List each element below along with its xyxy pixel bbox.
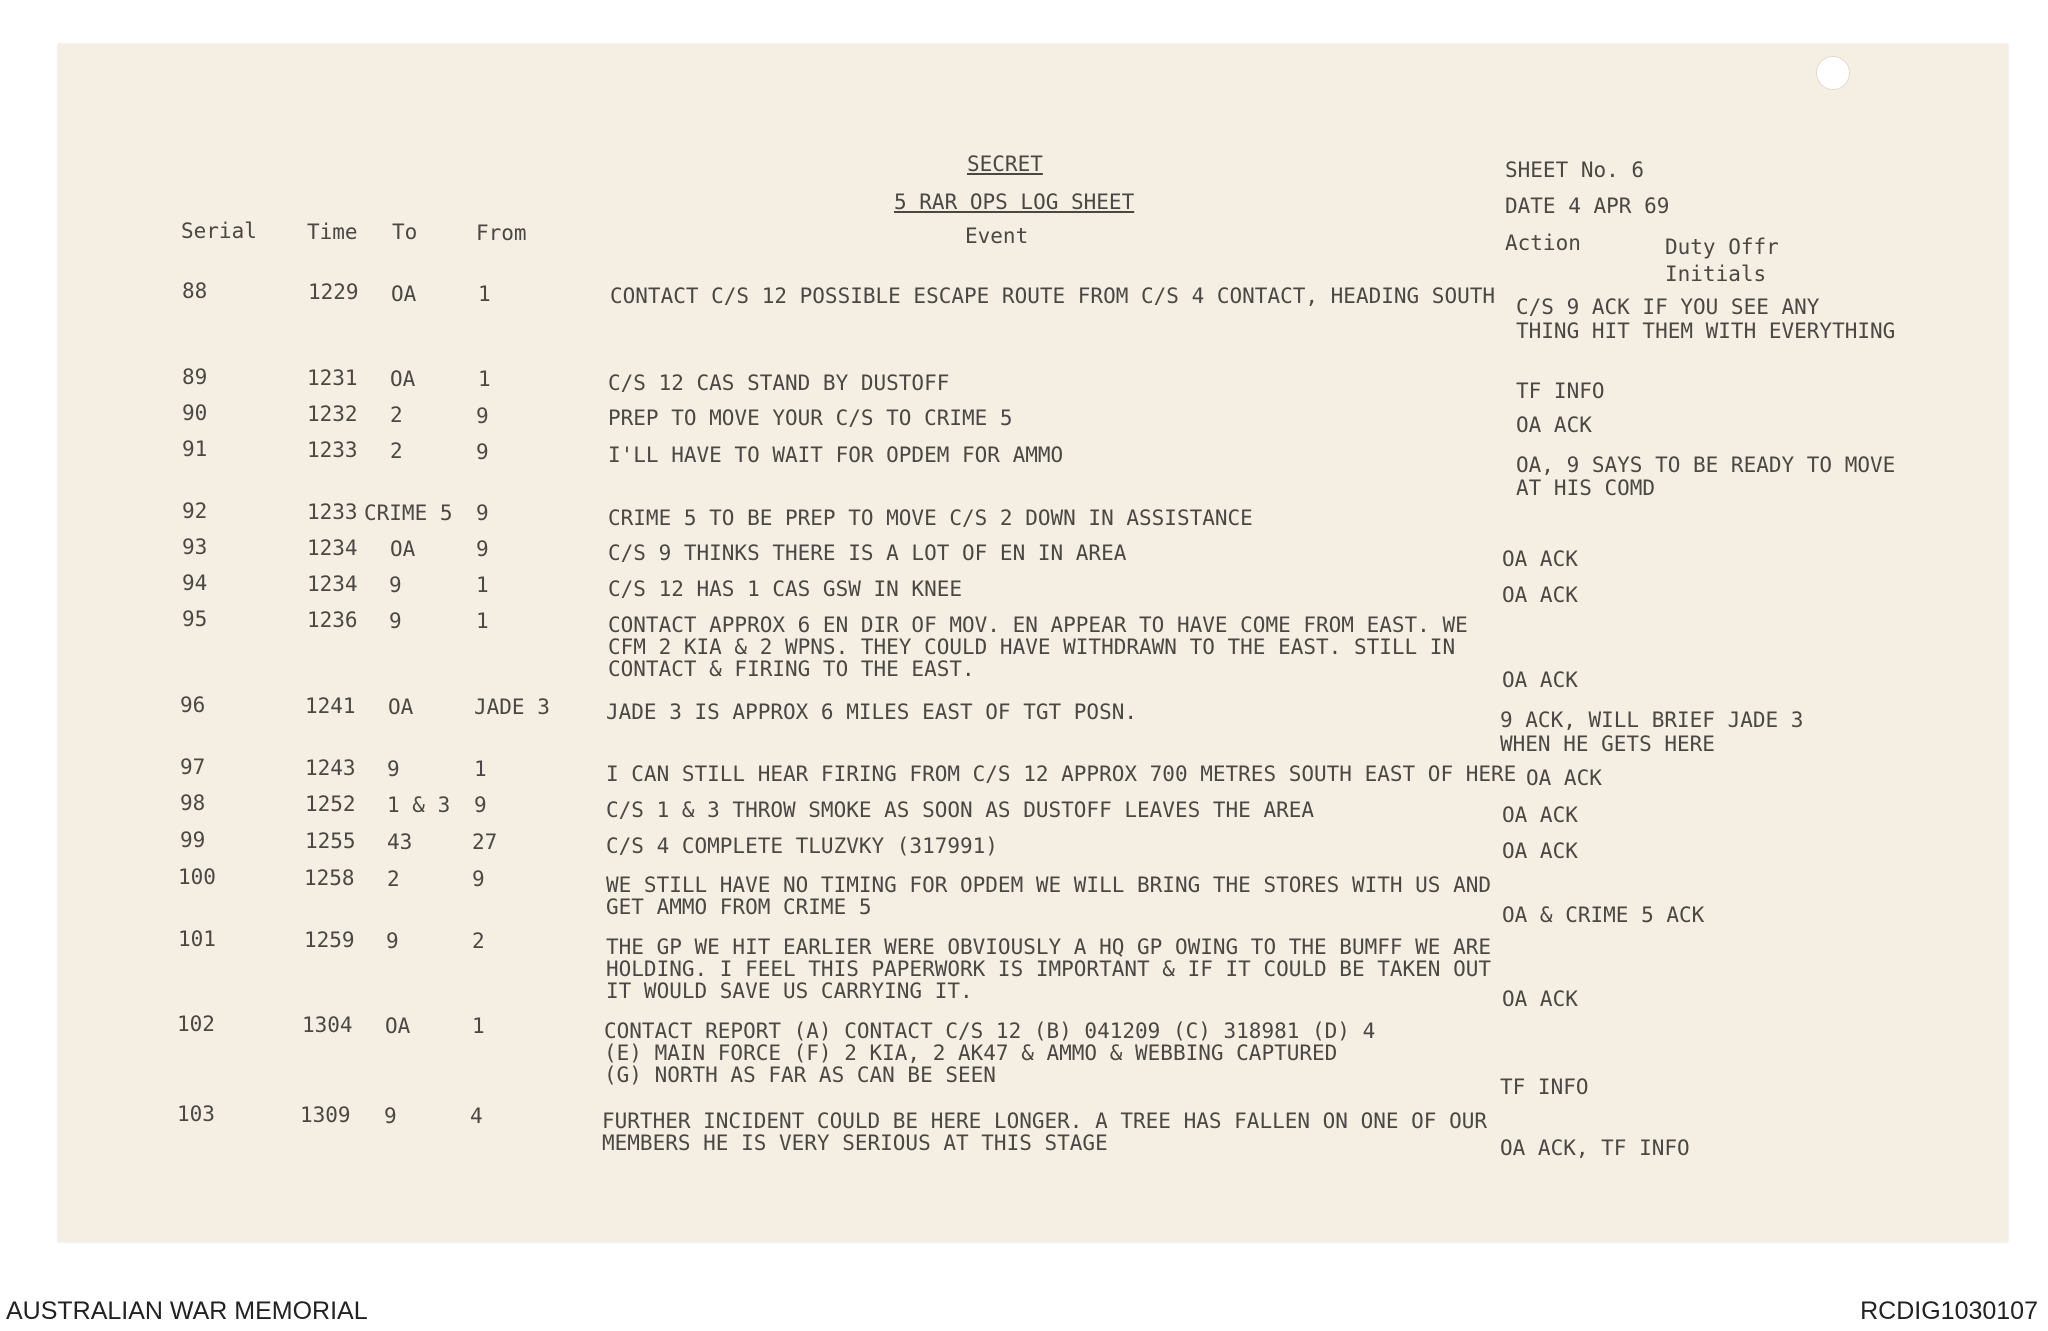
row-to: CRIME 5 [364,501,453,525]
row-from: 9 [472,867,485,891]
footer-institution: AUSTRALIAN WAR MEMORIAL [6,1297,368,1325]
col-header-duty-offr: Duty Offr Initials [1665,235,1779,286]
col-header-serial: Serial [181,219,257,243]
row-to: 2 [387,867,400,891]
row-time: 1232 [307,402,358,426]
row-to: OA [391,282,417,306]
row-to: OA [390,537,416,561]
row-event: C/S 12 HAS 1 CAS GSW IN KNEE [608,577,963,601]
row-action: C/S 9 ACK IF YOU SEE ANY THING HIT THEM WITH EVERYTHING [1516,295,1896,343]
row-serial: 98 [180,791,206,815]
row-time: 1234 [307,572,358,596]
row-action: OA, 9 SAYS TO BE READY TO MOVE AT HIS COMD [1516,453,1896,500]
row-to: OA [385,1014,411,1038]
row-serial: 92 [182,499,208,523]
row-event: FURTHER INCIDENT COULD BE HERE LONGER. A TREE HAS FALLEN ON ONE OF OUR MEMBERS HE IS VERY SERIOUS AT THIS STAGE [602,1109,1488,1155]
row-serial: 102 [177,1012,215,1036]
row-to: 1 & 3 [387,793,451,817]
row-action: TF INFO [1516,379,1605,403]
row-time: 1236 [307,608,358,632]
sheet-title: 5 RAR OPS LOG SHEET [894,190,1135,214]
row-from: 1 [478,282,491,306]
sheet-date: DATE 4 APR 69 [1505,194,1670,218]
row-action: OA ACK, TF INFO [1500,1136,1690,1160]
row-to: 9 [389,609,402,633]
row-serial: 100 [178,865,216,889]
row-time: 1309 [300,1103,351,1127]
row-to: 9 [386,929,399,953]
row-from: JADE 3 [474,695,550,719]
row-event: I CAN STILL HEAR FIRING FROM C/S 12 APPROX 700 METRES SOUTH EAST OF HERE [606,762,1517,786]
row-from: 9 [476,501,489,525]
row-to: OA [390,367,416,391]
row-time: 1255 [305,829,356,853]
footer-record-id: RCDIG1030107 [1860,1297,2038,1325]
row-serial: 97 [180,755,206,779]
row-to: 9 [384,1104,397,1128]
row-to: 2 [390,403,403,427]
row-action: OA & CRIME 5 ACK [1502,903,1705,927]
row-action: TF INFO [1500,1075,1589,1099]
col-header-to: To [392,220,418,244]
row-serial: 93 [182,535,208,559]
row-time: 1233 [307,438,358,462]
row-event: WE STILL HAVE NO TIMING FOR OPDEM WE WILL BRING THE STORES WITH US AND GET AMMO FROM CRIME 5 [606,873,1492,919]
row-event: C/S 12 CAS STAND BY DUSTOFF [608,371,950,395]
row-serial: 91 [182,437,208,461]
row-from: 9 [474,793,487,817]
row-event: CRIME 5 TO BE PREP TO MOVE C/S 2 DOWN IN ASSISTANCE [608,506,1253,530]
row-from: 1 [478,367,491,391]
row-event: JADE 3 IS APPROX 6 MILES EAST OF TGT POSN. [606,700,1138,724]
row-time: 1243 [305,756,356,780]
row-time: 1234 [307,536,358,560]
row-from: 2 [472,929,485,953]
row-serial: 94 [182,571,208,595]
row-time: 1231 [307,366,358,390]
row-serial: 90 [182,401,208,425]
row-to: 43 [387,830,413,854]
row-event: C/S 4 COMPLETE TLUZVKY (317991) [606,834,998,858]
row-serial: 99 [180,828,206,852]
row-action: OA ACK [1526,766,1602,790]
row-action: OA ACK [1502,803,1578,827]
row-time: 1304 [302,1013,353,1037]
row-event: C/S 9 THINKS THERE IS A LOT OF EN IN AREA [608,541,1127,565]
col-header-action: Action [1505,231,1581,255]
col-header-event: Event [965,224,1029,248]
row-event: C/S 1 & 3 THROW SMOKE AS SOON AS DUSTOFF LEAVES THE AREA [606,798,1315,822]
col-header-time: Time [307,220,358,244]
row-serial: 103 [177,1102,215,1126]
classification-marking: SECRET [967,152,1043,176]
row-to: 9 [389,573,402,597]
row-action: OA ACK [1502,668,1578,692]
row-from: 4 [470,1104,483,1128]
row-event: CONTACT APPROX 6 EN DIR OF MOV. EN APPEAR TO HAVE COME FROM EAST. WE CFM 2 KIA & 2 WPNS. THEY COULD HAVE WITHDRAWN TO THE EAST. STILL IN CONTACT & FIRING TO THE EAST. [608,613,1468,681]
row-from: 1 [474,757,487,781]
row-action: OA ACK [1502,987,1578,1011]
row-time: 1241 [305,694,356,718]
row-from: 1 [476,573,489,597]
row-serial: 101 [178,927,216,951]
row-action: OA ACK [1502,547,1578,571]
row-from: 9 [476,440,489,464]
row-serial: 88 [182,279,208,303]
row-time: 1229 [308,280,359,304]
row-time: 1233 [307,500,358,524]
row-from: 9 [476,404,489,428]
punch-hole [1816,56,1850,90]
row-serial: 96 [180,693,206,717]
row-to: OA [388,695,414,719]
row-time: 1252 [305,792,356,816]
row-event: I'LL HAVE TO WAIT FOR OPDEM FOR AMMO [608,443,1064,467]
row-from: 1 [476,609,489,633]
row-event: CONTACT C/S 12 POSSIBLE ESCAPE ROUTE FROM C/S 4 CONTACT, HEADING SOUTH [610,284,1496,308]
row-from: 1 [472,1014,485,1038]
row-serial: 95 [182,607,208,631]
row-time: 1259 [304,928,355,952]
row-to: 2 [390,439,403,463]
row-event: THE GP WE HIT EARLIER WERE OBVIOUSLY A HQ GP OWING TO THE BUMFF WE ARE HOLDING. I FEEL THIS PAPERWORK IS IMPORTANT & IF IT COULD BE TAKEN OUT IT WOULD SAVE US CARRYING IT. [606,935,1492,1003]
row-from: 27 [472,830,498,854]
sheet-number: SHEET No. 6 [1505,158,1645,182]
row-action: OA ACK [1516,413,1592,437]
row-time: 1258 [304,866,355,890]
row-action: OA ACK [1502,583,1578,607]
row-serial: 89 [182,365,208,389]
row-action: OA ACK [1502,839,1578,863]
row-to: 9 [387,757,400,781]
row-action: 9 ACK, WILL BRIEF JADE 3 WHEN HE GETS HERE [1500,708,1804,756]
row-event: CONTACT REPORT (A) CONTACT C/S 12 (B) 041209 (C) 318981 (D) 4 (E) MAIN FORCE (F) 2 KIA, 2 AK47 & AMMO & WEBBING CAPTURED (G) NORTH AS FAR AS CAN BE SEEN [604,1019,1376,1087]
col-header-from: From [476,221,527,245]
row-event: PREP TO MOVE YOUR C/S TO CRIME 5 [608,406,1013,430]
row-from: 9 [476,537,489,561]
